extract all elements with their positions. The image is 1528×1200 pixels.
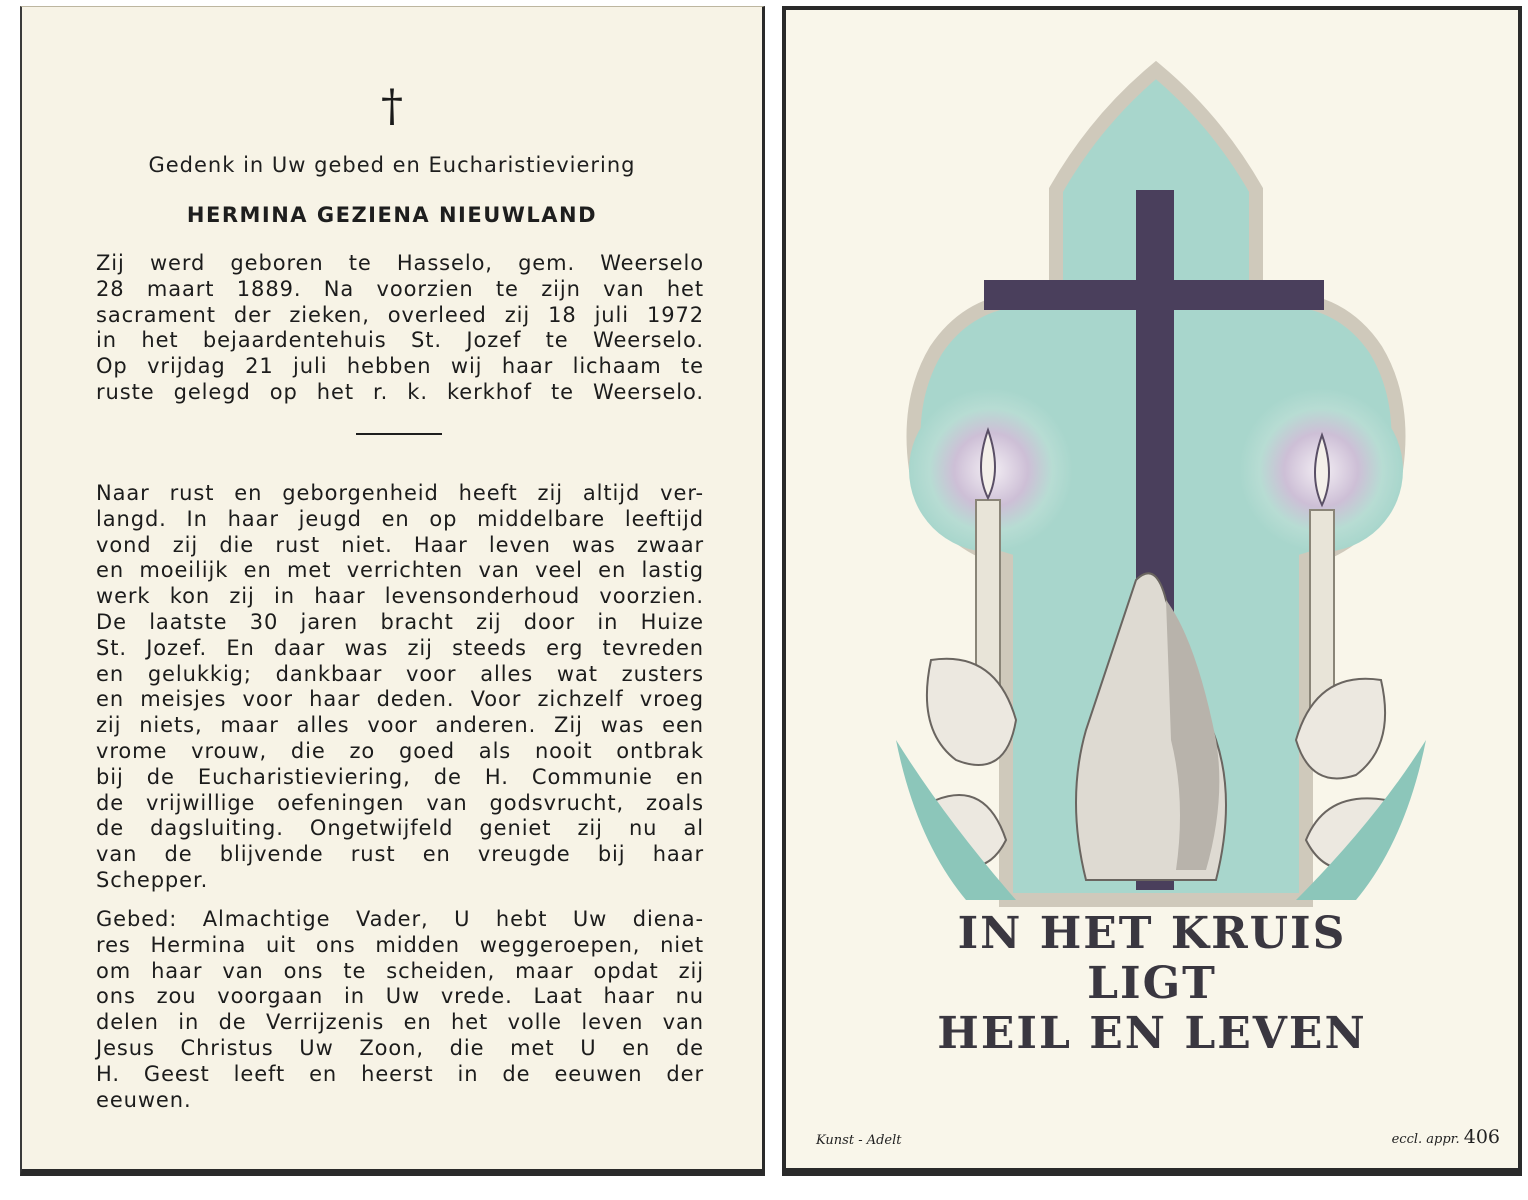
motto-line-3: HEIL EN LEVEN bbox=[937, 1008, 1367, 1059]
life-line: Schepper. bbox=[96, 867, 209, 892]
motto-line-1: IN HET KRUIS bbox=[957, 908, 1347, 959]
prayer-line: Gebed: Almachtige Vader, U hebt Uw diena- bbox=[96, 907, 704, 931]
life-line: en moeilijk en met verrichten van veel en lastig bbox=[96, 558, 704, 583]
prayer-paragraph bbox=[96, 907, 704, 1113]
section-divider bbox=[356, 433, 442, 435]
life-line: en gelukkig; dankbaar voor alles wat zusters bbox=[96, 661, 704, 686]
devotional-image-card bbox=[782, 6, 1522, 1176]
life-line: De laatste 30 jaren bracht zij door in Huize bbox=[96, 609, 704, 634]
life-line: Naar rust en geborgenheid heeft zij altijd ver- bbox=[96, 481, 704, 505]
life-line: vond zij die rust niet. Haar leven was zwaar bbox=[96, 532, 704, 557]
bio-line: ruste gelegd op het r. k. kerkhof te Weerselo. bbox=[96, 379, 704, 404]
prayer-line: Jesus Christus Uw Zoon, die met U en de bbox=[96, 1035, 704, 1060]
intro-line: Gedenk in Uw gebed en Eucharistieviering bbox=[148, 153, 636, 177]
prayer-line: delen in de Verrijzenis en het volle leven van bbox=[96, 1010, 704, 1035]
life-line: zij niets, maar alles voor anderen. Zij was een bbox=[96, 713, 704, 738]
life-line: St. Jozef. En daar was zij steeds erg tevreden bbox=[96, 635, 704, 660]
life-line: en meisjes voor haar deden. Voor zichzelf vroeg bbox=[96, 687, 704, 712]
cross-illustration bbox=[836, 40, 1476, 920]
bio-line: Op vrijdag 21 juli hebben wij haar lichaam te bbox=[96, 354, 704, 379]
deceased-name: HERMINA GEZIENA NIEUWLAND bbox=[186, 203, 598, 227]
prayer-line: ons zou voorgaan in Uw vrede. Laat haar nu bbox=[96, 984, 704, 1009]
memorial-text-card bbox=[20, 6, 765, 1176]
approval-number: 406 bbox=[1463, 1126, 1500, 1148]
bio-line: in het bejaardentehuis St. Jozef te Weerselo. bbox=[96, 328, 704, 353]
cross-symbol: † bbox=[381, 81, 403, 132]
life-line: vrome vrouw, die zo goed als nooit ontbrak bbox=[96, 738, 704, 763]
right-candle bbox=[1310, 510, 1334, 710]
cross-horizontal-beam bbox=[984, 280, 1324, 310]
bio-line: Zij werd geboren te Hasselo, gem. Weerselo bbox=[96, 251, 704, 275]
approval-label: eccl. appr. bbox=[1391, 1132, 1460, 1147]
life-line: werk kon zij in haar levensonderhoud voorzien. bbox=[96, 584, 704, 609]
biography-paragraph bbox=[96, 251, 704, 406]
publisher-credit: Kunst - Adelt bbox=[816, 1133, 902, 1148]
prayer-line: eeuwen. bbox=[96, 1087, 192, 1112]
ecclesiastical-approval bbox=[1392, 1126, 1500, 1148]
bio-line: 28 maart 1889. Na voorzien te zijn van het bbox=[96, 276, 704, 301]
motto-line-2: LIGT bbox=[1087, 958, 1217, 1009]
life-line: langd. In haar jeugd en op middelbare leeftijd bbox=[96, 506, 704, 531]
bio-line: sacrament der zieken, overleed zij 18 juli 1972 bbox=[96, 302, 704, 327]
life-paragraph bbox=[96, 481, 704, 894]
life-line: van de blijvende rust en vreugde bij haar bbox=[96, 842, 704, 867]
life-line: de dagsluiting. Ongetwijfeld geniet zij nu al bbox=[96, 816, 704, 841]
prayer-line: om haar van ons te scheiden, maar opdat zij bbox=[96, 958, 704, 983]
life-line: de vrijwillige oefeningen van godsvrucht, zoals bbox=[96, 790, 704, 815]
life-line: bij de Eucharistieviering, de H. Communie en bbox=[96, 764, 704, 789]
prayer-line: H. Geest leeft en heerst in de eeuwen der bbox=[96, 1061, 704, 1086]
prayer-line: res Hermina uit ons midden weggeroepen, niet bbox=[96, 932, 704, 957]
